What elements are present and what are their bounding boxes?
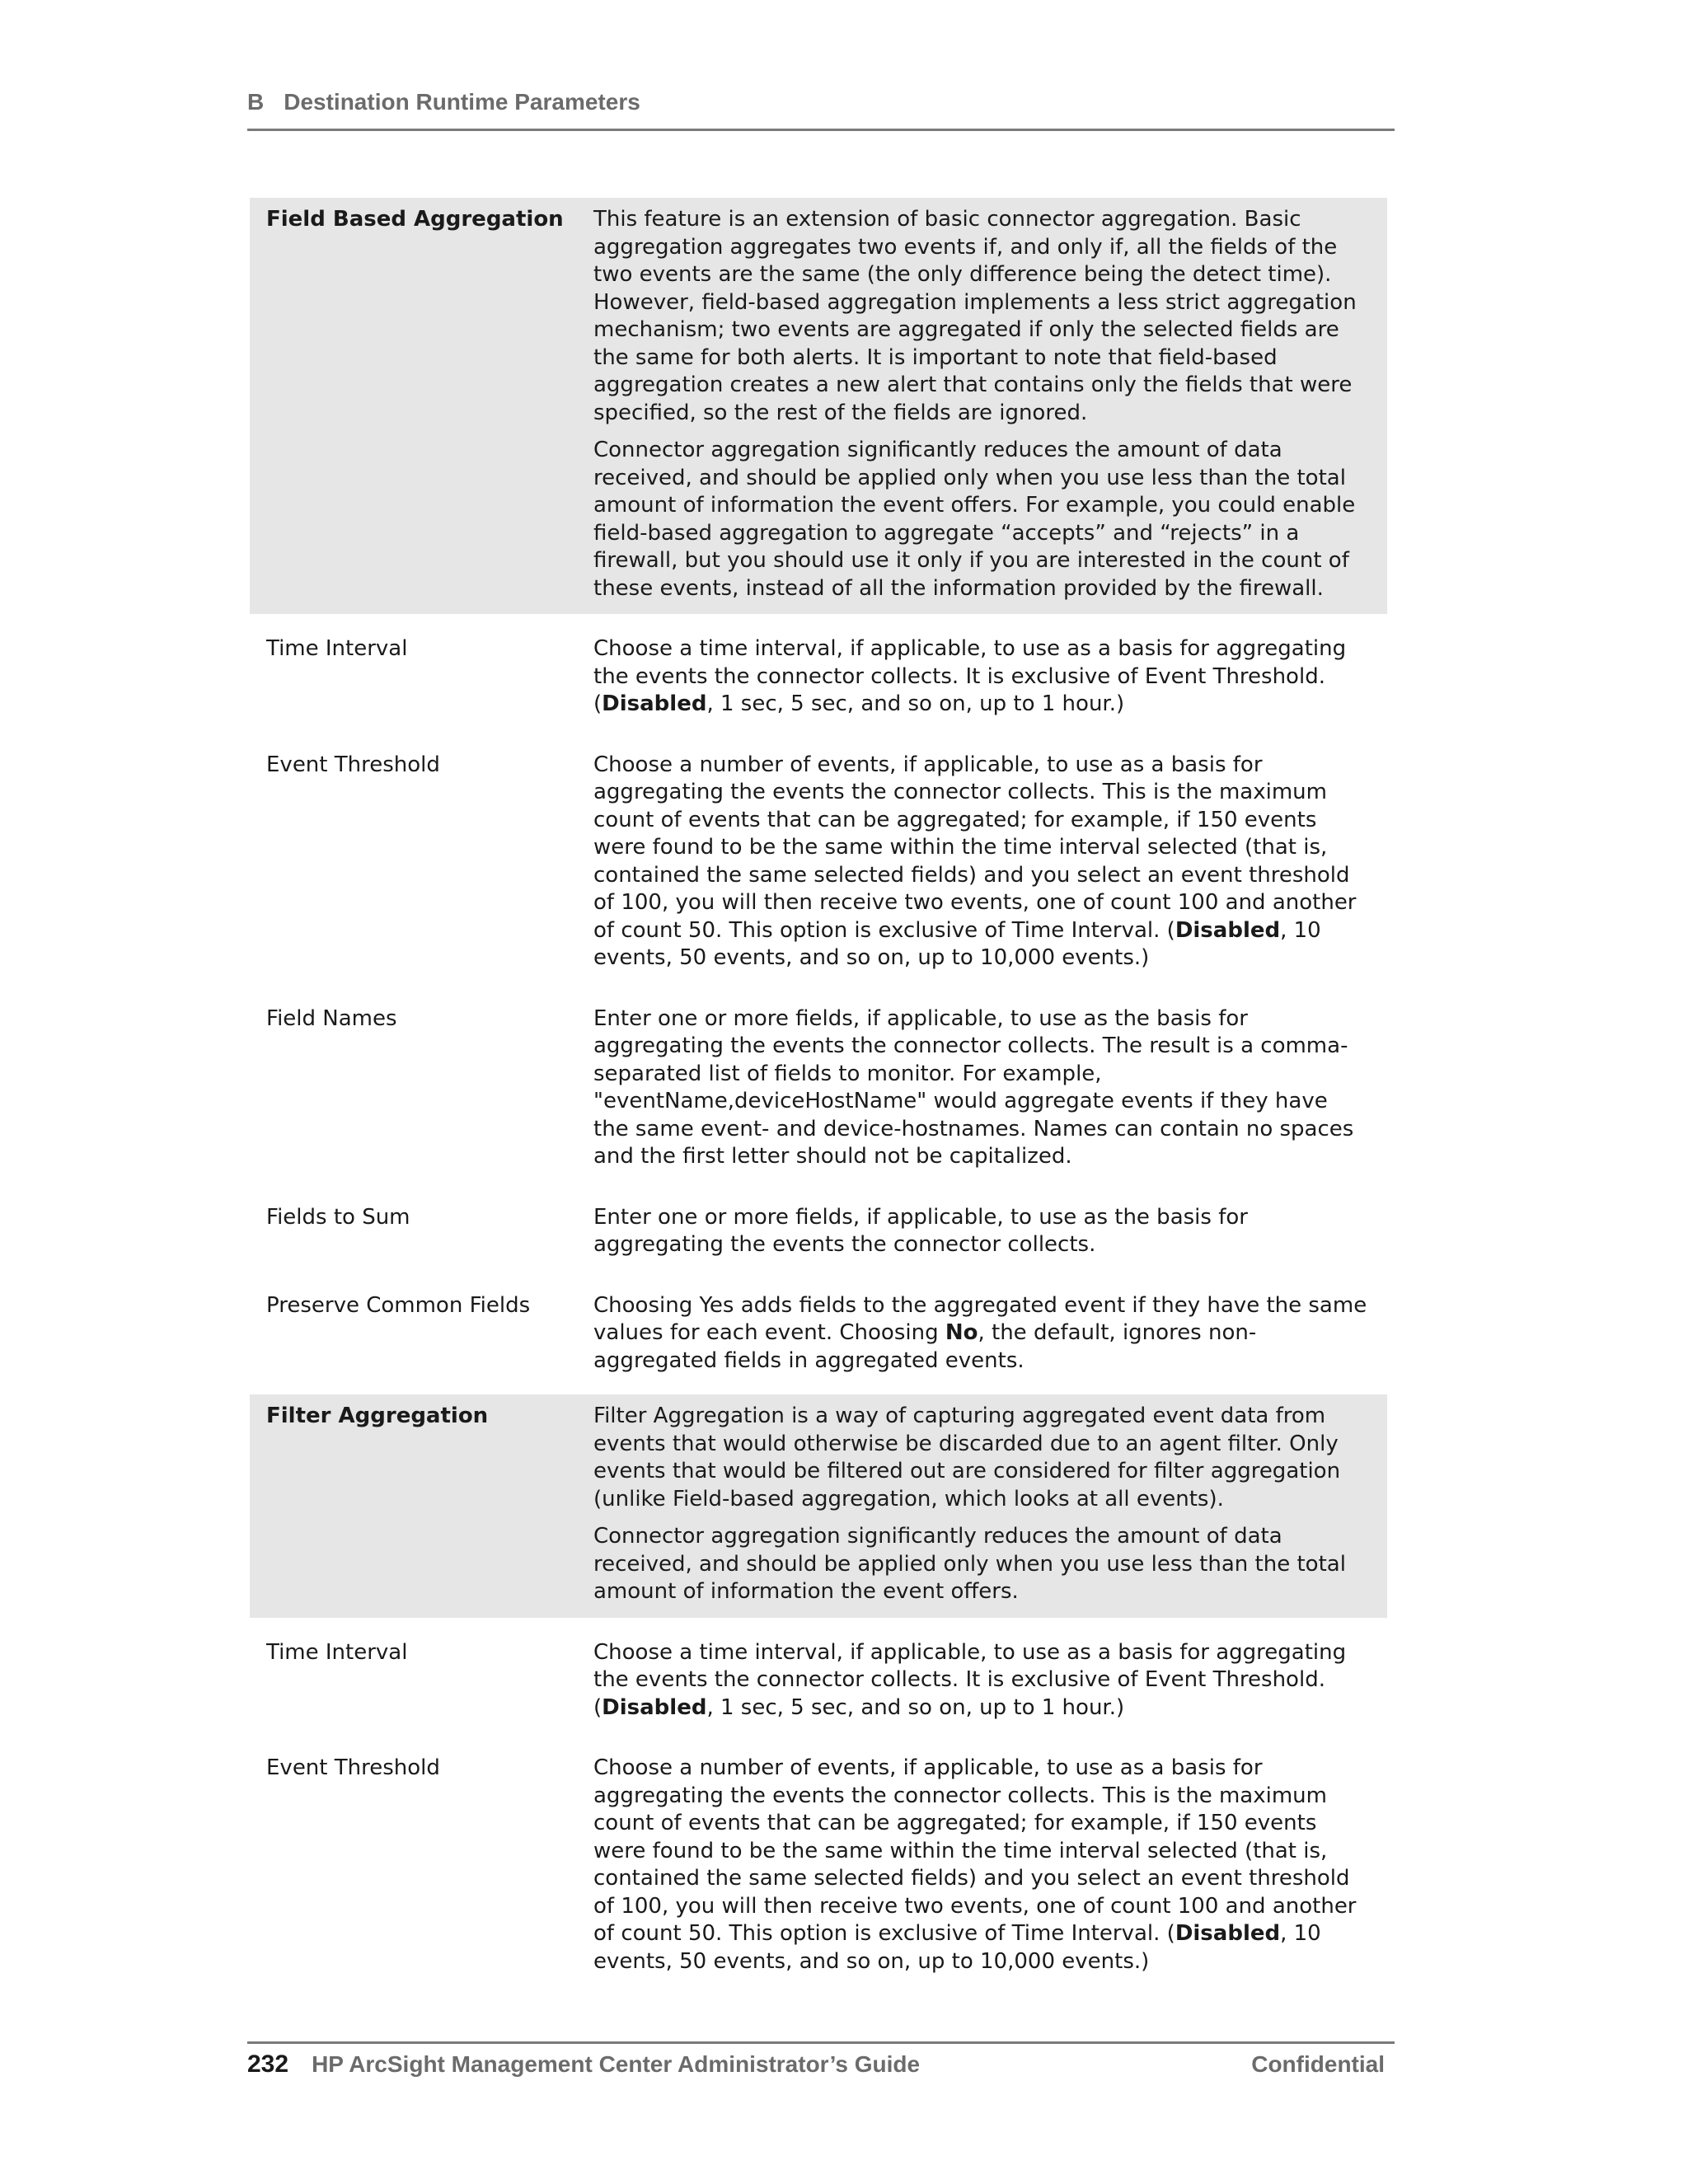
description-paragraph: Connector aggregation significantly reduces the amount of data received, and should be applied only when you use less than the total amount of information the event offers. For example, you could enable field-based aggregation to aggregate “accepts” and “rejects” in a firewall, but you should use it only if you are interested in the count of these events, instead of all the information provided by the firewall. bbox=[593, 438, 1356, 601]
row-description bbox=[593, 1403, 1387, 1606]
description-paragraph: Choose a number of events, if applicable, to use as a basis for aggregating the events the connector collects. This is the maximum count of events that can be aggregated; for example, if 150 events were found to be the same within the time interval selected (that is, contained the same selected fields) and you select an event threshold of 100, you will then receive two events, one of count 100 and another of count 50. This option is exclusive of Time Interval. (Disabled, 10 events, 50 events, and so on, up to 10,000 events.) bbox=[593, 1755, 1357, 1974]
header-rule bbox=[247, 129, 1395, 131]
description-paragraph: Filter Aggregation is a way of capturing aggregated event data from events that would otherwise be discarded due to an agent filter. Only events that would be filtered out are considered for filter aggregation (unlike Field-based aggregation, which looks at all events). bbox=[593, 1404, 1341, 1511]
table-row bbox=[250, 627, 1387, 730]
chapter-title: Destination Runtime Parameters bbox=[284, 89, 640, 115]
row-label: Event Threshold bbox=[266, 752, 440, 777]
row-description bbox=[593, 752, 1387, 972]
table-row bbox=[250, 198, 1387, 614]
row-description bbox=[593, 1292, 1387, 1376]
row-description bbox=[593, 1755, 1387, 1975]
row-description bbox=[593, 635, 1387, 719]
row-description bbox=[593, 206, 1387, 602]
description-paragraph: Choosing Yes adds fields to the aggregated event if they have the same values for each event. Choosing No, the default, ignores non-aggregated fields in aggregated events. bbox=[593, 1292, 1367, 1373]
row-label: Field Based Aggregation bbox=[266, 207, 564, 232]
description-paragraph: Enter one or more fields, if applicable, to use as the basis for aggregating the events the connector collects. The result is a comma-separated list of fields to monitor. For example, "eventName,deviceHostName" would aggregate events if they have the same event- and device-hostnames. Names can contain no spaces and the first letter should not be capitalized. bbox=[593, 1005, 1354, 1169]
row-label: Field Names bbox=[266, 1005, 397, 1031]
table-row bbox=[250, 997, 1387, 1183]
table-row bbox=[250, 1631, 1387, 1734]
table-row bbox=[250, 1394, 1387, 1618]
row-label: Fields to Sum bbox=[266, 1204, 410, 1230]
row-description bbox=[593, 1204, 1387, 1259]
description-paragraph: Choose a time interval, if applicable, to use as a basis for aggregating the events the connector collects. It is exclusive of Event Threshold. (Disabled, 1 sec, 5 sec, and so on, up to 1 hour.) bbox=[593, 1639, 1347, 1720]
chapter-letter: B bbox=[247, 89, 265, 115]
description-paragraph: This feature is an extension of basic connector aggregation. Basic aggregation aggregates two events if, and only if, all the fields of the two events are the same (the only difference being the detect time). However, field-based aggregation implements a less strict aggregation mechanism; two events are aggregated if only the selected fields are the same for both alerts. It is important to note that field-based aggregation creates a new alert that contains only the fields that were specified, so the rest of the fields are ignored. bbox=[593, 207, 1357, 425]
running-header bbox=[247, 89, 1395, 115]
parameter-table bbox=[250, 198, 1387, 1987]
row-label: Preserve Common Fields bbox=[266, 1292, 531, 1318]
description-paragraph: Choose a number of events, if applicable, to use as a basis for aggregating the events the connector collects. This is the maximum count of events that can be aggregated; for example, if 150 events were found to be the same within the time interval selected (that is, contained the same selected fields) and you select an event threshold of 100, you will then receive two events, one of count 100 and another of count 50. This option is exclusive of Time Interval. (Disabled, 10 events, 50 events, and so on, up to 10,000 events.) bbox=[593, 752, 1357, 970]
row-label: Event Threshold bbox=[266, 1755, 440, 1780]
row-description bbox=[593, 1639, 1387, 1722]
row-label: Filter Aggregation bbox=[266, 1404, 489, 1428]
row-label: Time Interval bbox=[266, 1639, 408, 1665]
classification-label: Confidential bbox=[1251, 2051, 1385, 2077]
table-row bbox=[250, 743, 1387, 984]
row-description bbox=[593, 1005, 1387, 1171]
description-paragraph: Enter one or more fields, if applicable, to use as the basis for aggregating the events the connector collects. bbox=[593, 1204, 1248, 1257]
guide-title: HP ArcSight Management Center Administrator’s Guide bbox=[312, 2051, 921, 2077]
row-label: Time Interval bbox=[266, 636, 408, 661]
footer-rule bbox=[247, 2041, 1395, 2044]
description-paragraph: Connector aggregation significantly reduces the amount of data received, and should be applied only when you use less than the total amount of information the event offers. bbox=[593, 1524, 1346, 1604]
page-footer bbox=[247, 2050, 1385, 2079]
description-paragraph: Choose a time interval, if applicable, to use as a basis for aggregating the events the connector collects. It is exclusive of Event Threshold. (Disabled, 1 sec, 5 sec, and so on, up to 1 hour.) bbox=[593, 636, 1347, 716]
table-row bbox=[250, 1196, 1387, 1271]
table-row bbox=[250, 1746, 1387, 1987]
table-row bbox=[250, 1284, 1387, 1387]
page-number: 232 bbox=[247, 2050, 289, 2078]
